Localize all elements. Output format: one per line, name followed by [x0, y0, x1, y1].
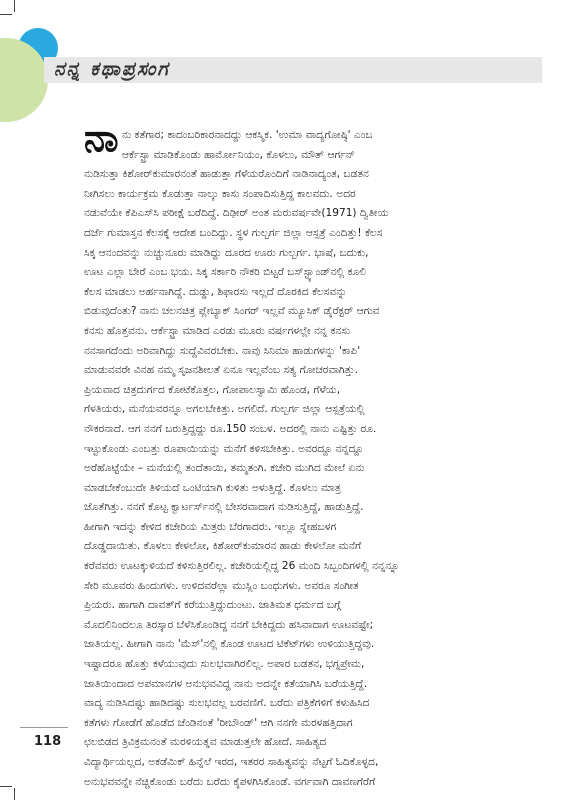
page-number-rule: [20, 727, 68, 728]
article-line: ದರ್ಜೆ ಗುಮಾಸ್ತನ ಕೆಲಸಕ್ಕೆ ಆದೇಶ ಬಂದಿದ್ದು. ಸ್ಥಳ ಗುಲ್ಬರ್ಗ ಜಿಲ್ಲಾ ಆಸ್ಪತ್ರೆ ಎಂದಿತ್ತು! ಕೆಲಸ: [84, 226, 383, 239]
article-line: ಹೀಗಾಗಿ ಇದನ್ನು ಕೇಳಿದ ಕಚೇರಿಯ ಮಿತ್ರರು ಬೆರಗಾದರು. ಇಲ್ಲೂ ಸ್ನೇಹಬಳಗ: [84, 520, 337, 533]
article-line: ದೊಡ್ಡದಾಯಿತು. ಕೊಳಲು ಕೇಳಲೋ, ಕಿಶೋರ್‌ಕುಮಾರನ ಹಾಡು ಕೇಳಲೋ ಮನೆಗೆ: [84, 540, 362, 553]
article-line: ಜೊತೆಗಿತ್ತು. ನನಗೆ ಕೊಟ್ಟ ಕ್ವಾರ್ಟರ್ಸ್‌ನಲ್ಲಿ ಬೇಸರವಾದಾಗ ನುಡಿಸುತ್ತಿದ್ದೆ, ಹಾಡುತ್ತಿದ್ದೆ.: [84, 501, 364, 514]
crop-mark-top-left-h: [0, 14, 12, 15]
article-line: ಬಿಡುವುದೆಂತು? ನಾನು ಚಲನಚಿತ್ರ ಪ್ಲೇಬ್ಯಾಕ್ ಸಿಂಗರ್ ಇಲ್ಲವೆ ಮ್ಯೂಸಿಕ್ ಡೈರೆಕ್ಟರ್ ಆಗುವ: [84, 305, 380, 318]
article-line: ಸಿಕ್ಕ ಆನಂದವನ್ನು ನುಚ್ಚುನೂರು ಮಾಡಿದ್ದು ದೂರದ ಊರು ಗುಲ್ಬರ್ಗ. ಭಾಷೆ, ಬದುಕು,: [84, 246, 369, 259]
crop-mark-bottom-left-h: [0, 786, 12, 787]
crop-mark-top-left-v: [14, 0, 15, 12]
article-line: ಊಟ ಎಲ್ಲಾ ಬೇರೆ ಎಂಬ ಭಯ. ಸಿಕ್ಕ ಸರ್ಕಾರಿ ನೌಕರಿ ಬಿಟ್ಟರೆ ಬಸ್‌ಸ್ಟ್ಯಾಂಡ್‌ನಲ್ಲಿ ಕೂಲಿ: [84, 266, 366, 279]
article-line: ಅನುಭವವನ್ನೇ ನೆಚ್ಚಿಕೊಂಡು ಬರೆದು ಬರೆದು ಕೈಪಳಗಿಸಿಕೊಂಡೆ. ವರ್ಗವಾಗಿ ದಾವಣಗೆರೆಗೆ: [84, 775, 376, 788]
article-line: ವಾದ್ಯ ನುಡಿಸಿದಷ್ಟು ಹಾಡಿದಷ್ಟು ಸುಲಭವಲ್ಲ ಬರವಣಿಗೆ. ಬರೆದು ಪತ್ರಿಕೆಗಳಿಗೆ ಕಳುಹಿಸಿದ: [84, 697, 370, 710]
article-line: ನಡುವೆಯೇ ಕೆಪಿಎಸ್‌ಸಿ ಪರೀಕ್ಷೆ ಬರೆದಿದ್ದೆ. ದಿಢೀರ್ ಅಂತ ಮರುವರ್ಷವೇ(1971) ದ್ವಿತೀಯ: [84, 207, 389, 220]
article-line: ನನಸಾಗದೆಂದು ಅರಿವಾಗಿದ್ದು ಸುದ್ದೆವಿವರಬೇಕು. ನಾವು ಸಿನಿಮಾ ಹಾಡುಗಳನ್ನು 'ಕಾಪಿ': [84, 344, 361, 357]
dropcap: ನಾ: [84, 116, 117, 160]
article-line: ಗೆಳತಿಯರು, ಮನೆಯವರನ್ನೂ ಅಗಲಬೇಕಿತ್ತು. ಅಗಲಿದೆ. ಗುಲ್ಬರ್ಗ ಜಿಲ್ಲಾ ಆಸ್ಪತ್ರೆಯಲ್ಲಿ: [84, 403, 365, 416]
article-line: ಮಾಡಬೇಕೆಂಬುದೇ ತಿಳಿಯದೆ ಒಂಟಿಯಾಗಿ ಕುಳಿತು ಅಳುತ್ತಿದ್ದೆ. ಕೊಳಲು ಮಾತ್ರ: [84, 481, 341, 494]
article-body: [84, 126, 524, 792]
page-title: ನನ್ನ ಕಥಾಪ್ರಸಂಗ: [54, 58, 170, 80]
article-line: ಅರೆಹೊಟ್ಟೆಯೇ – ಮನೆಯಲ್ಲಿ ತಂದೆತಾಯಿ, ತಮ್ಮತಂಗಿ. ಕಚೇರಿ ಮುಗಿದ ಮೇಲೆ ಏನು: [84, 462, 365, 475]
article-line: ನೀಗಿಸಲು ಕಾರ್ಯಕ್ರಮ ಕೊಡುತ್ತಾ ನಾಲ್ಕು ಕಾಸು ಸಂಪಾದಿಸುತ್ತಿದ್ದ ಕಾಲವದು. ಅದರ: [84, 187, 356, 200]
article-line: ಪ್ರಿಯರು. ಹಾಗಾಗಿ ದಾವತ್‌ಗೆ ಕರೆಯುತ್ತಿದ್ದುದುಂಟು. ಜಾತಿಮತ ಧರ್ಮದ ಬಗ್ಗೆ: [84, 599, 341, 612]
article-line: ನು ಕತೆಗಾರ; ಕಾದಂಬರಿಕಾರನಾದದ್ದು ಆಕಸ್ಮಿಕ. 'ಉಮಾ ವಾದ್ಯಗೋಷ್ಠಿ' ಎಂಬ: [122, 129, 373, 141]
article-line: ಪ್ರಿಯವಾದ ಚಿತ್ರದುರ್ಗದ ಕೋಟೆಕೊತ್ತಲ, ಗೋಪಾಲಸ್ವಾಮಿ ಹೊಂಡ, ಗೆಳೆಯ,: [84, 383, 341, 396]
article-line: ಆರ್ಕೆಸ್ಟ್ರಾ ಮಾಡಿಕೊಂಡು ಹಾರ್ಮೋನಿಯಂ, ಕೊಳಲು, ಮೌತ್ ಆರ್ಗನ್: [122, 148, 355, 161]
article-line: ಇಷ್ಟಾದರೂ ಹೊತ್ತು ಕಳೆಯುವುದು ಸುಲಭವಾಗಿರಲಿಲ್ಲ. ಅಪಾರ ಬಡತನ, ಭಗ್ನಪ್ರೇಮ,: [84, 658, 365, 671]
article-line: ನೌಕರನಾದೆ. ಆಗ ನನಗೆ ಬರುತ್ತಿದ್ದದ್ದು ರೂ.150 ಸಂಬಳ. ಅದರಲ್ಲಿ ನಾನು ಎಷ್ಟಿತ್ತು ರೂ.: [84, 422, 377, 435]
article-line: ಮೊದಲಿನಿಂದಲೂ ತಿರಸ್ಕಾರ ಬೆಳೆಸಿಕೊಂಡಿದ್ದ ನನಗೆ ಬೇಕಿದ್ದದು ಹಸಿವಾದಾಗ ಊಟವಷ್ಟೇ;: [84, 618, 374, 631]
article-line: ಕನಸು ಹೊತ್ತವನು. ಆರ್ಕೆಸ್ಟ್ರಾ ಮಾಡಿದ ಎರಡು ಮೂರು ವರ್ಷಗಳಲ್ಲೇ ನನ್ನ ಕನಸು: [84, 324, 351, 337]
article-line: ಕರೆವವರು ಊಟಕ್ಕುಳಿಯದೆ ಕಳಿಸುತ್ತಿರಲಿಲ್ಲ. ಕಚೇರಿಯಲ್ಲಿದ್ದ 26 ಮಂದಿ ಸಿಬ್ಬಂದಿಗಳಲ್ಲಿ ನನ್ನನ್ನೂ: [84, 560, 400, 573]
article-line: ಕೆಲಸ ಮಾಡಲು ಅರ್ಹನಾಗಿದ್ದೆ. ದುಡ್ಡು, ಶಿಫಾರಸು ಇಲ್ಲದೆ ದೊರಕಿದ ಕೆಲಸವನ್ನು: [84, 285, 347, 298]
article-line: ನುಡಿಸುತ್ತಾ ಕಿಶೋರ್‌ಕುಮಾರನಂತೆ ಹಾಡುತ್ತಾ ಗೆಳೆಯರೊಂದಿಗೆ ನಾಡಿನಾದ್ಯಂತ, ಬಡತನ: [84, 168, 369, 181]
article-line: ಕತೆಗಳು ಗೋಡೆಗೆ ಹೊಡೆದ ಚೆಂಡಿನಂತೆ 'ರೀಬೌಂಡ್' ಆಗಿ ನನಗೇ ಮರಳಹತ್ತಿದಾಗ: [84, 716, 353, 729]
article-line: ಜಾತಿಯಿಂದಾದ ಅಪಮಾನಗಳ ಅನುಭವವಿದ್ದ ನಾನು ಅದನ್ನೇ ಕತೆಯಾಗಿಸಿ ಬರೆಯತ್ತಿದ್ದೆ.: [84, 677, 368, 690]
article-line: ಮಾಡುವವರೇ ವಿನಹ ನಮ್ಮ ಸೃಜನಶೀಲತೆ ಏನೂ ಇಲ್ಲವೆಂಬ ಸತ್ಯ ಗೋಚರವಾಗಿತ್ತು.: [84, 364, 358, 377]
article-line: ಛಲಬಿಡದ ತ್ರಿವಿಕ್ರಮನಂತೆ ಮರಳಿಯತ್ನವ ಮಾಡುತ್ತಲೇ ಹೋದೆ. ಸಾಹಿತ್ಯದ: [84, 736, 327, 749]
crop-mark-bottom-left-v: [14, 788, 15, 800]
article-line: ಇಟ್ಟುಕೊಂಡು ಎಂಬತ್ತು ರೂಪಾಯಿಯನ್ನು ಮನೆಗೆ ಕಳಿಸಬೇಕಿತ್ತು. ಅವರದ್ದೂ ನನ್ನದ್ದೂ: [84, 442, 364, 455]
article-line: ಜಾತಿಯಲ್ಲ. ಹೀಗಾಗಿ ನಾನು 'ಮೆಸ್'ನಲ್ಲಿ ಕೊಂಡ ಊಟದ ಟಿಕೆಟ್‌ಗಳು ಉಳಿಯುತ್ತಿದ್ದವು.: [84, 638, 375, 651]
article-line: ವಿದ್ಯಾರ್ಥಿಯಲ್ಲದ, ಅಕಡೆಮಿಕ್ ಹಿನ್ನೆಲೆ ಇರದ, ಇತರರ ಸಾಹಿತ್ಯವನ್ನು ನೆಟ್ಟಗೆ ಓದಿಕೊಳ್ಳದ,: [84, 756, 379, 768]
page-number: 118: [34, 734, 62, 749]
article-line: ಸೇರಿ ಮೂವರು ಹಿಂದುಗಳು. ಉಳಿದವರೆಲ್ಲಾ ಮುಸ್ಲಿಂ ಬಂಧುಗಳು. ಅವರೂ ಸಂಗೀತ: [84, 579, 359, 592]
